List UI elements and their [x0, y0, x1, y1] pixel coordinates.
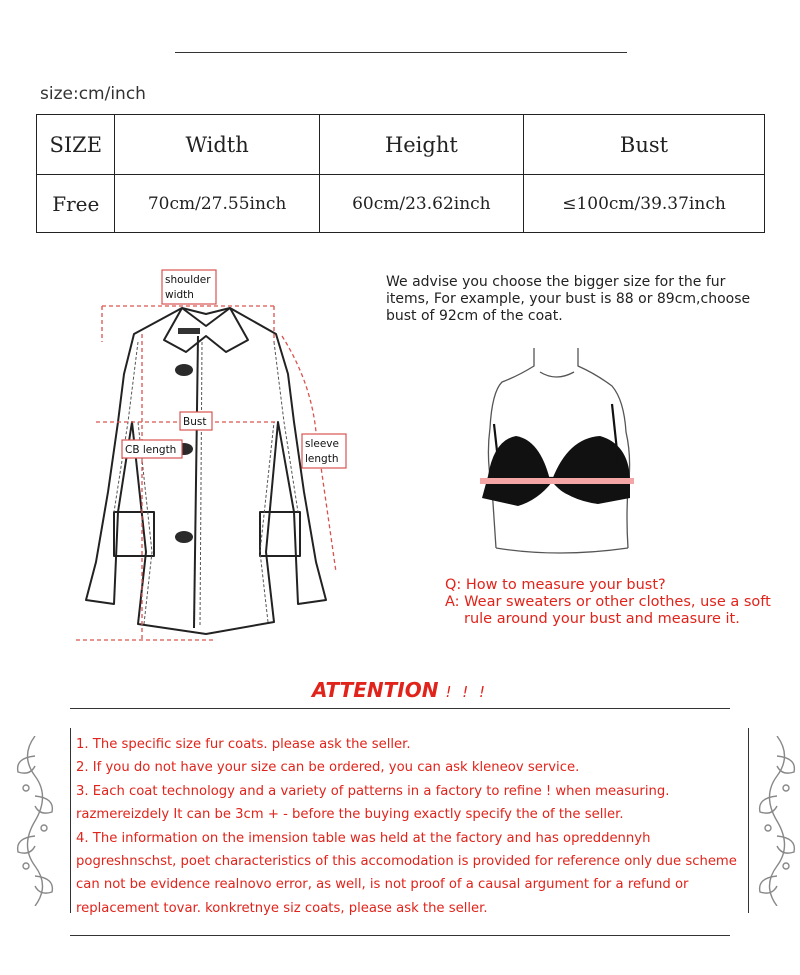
- attention-bangs: ! ! !: [445, 683, 489, 701]
- note-line: replacement tovar. konkretnye siz coats, please ask the seller.: [76, 900, 488, 916]
- cell-width: 70cm/27.55inch: [115, 175, 319, 233]
- notes-list: [76, 733, 746, 920]
- header-bust: Bust: [524, 115, 765, 175]
- measure-answer-line2: rule around your bust and measure it.: [464, 611, 740, 627]
- cell-size-free: Free: [37, 175, 115, 233]
- attention-top-rule: [70, 708, 730, 709]
- note-line: razmereizdely It can be 3cm + - before the buying exactly specify the of the seller.: [76, 807, 624, 823]
- mannequin-bust-illustration: [478, 348, 638, 563]
- top-divider: [175, 52, 627, 53]
- notes-bottom-rule: [70, 935, 730, 936]
- left-ornament-icon: [10, 736, 60, 906]
- cb-length-label: CB length: [125, 444, 177, 456]
- measure-answer-line1: A: Wear sweaters or other clothes, use a soft: [445, 594, 771, 610]
- attention-title: ATTENTION: [311, 678, 439, 702]
- header-height: Height: [319, 115, 523, 175]
- note-line: can not be evidence realnovo error, as well, is not proof of a causal argument for a refund or: [76, 877, 689, 893]
- bust-label: Bust: [183, 416, 207, 428]
- cell-bust: ≤100cm/39.37inch: [524, 175, 765, 233]
- advice-line: We advise you choose the bigger size for the fur: [386, 274, 726, 290]
- size-table: [36, 114, 765, 233]
- header-size: SIZE: [37, 115, 115, 175]
- advice-text: [386, 274, 766, 325]
- note-line: 1. The specific size fur coats. please ask the seller.: [76, 737, 411, 752]
- cell-height: 60cm/23.62inch: [319, 175, 523, 233]
- advice-line: items, For example, your bust is 88 or 89cm,choose: [386, 291, 751, 307]
- sleeve-label-line1: sleeve: [305, 438, 339, 450]
- attention-heading: [0, 678, 800, 702]
- size-table-header-row: [37, 115, 765, 175]
- notes-right-border: [748, 728, 749, 913]
- size-table-row: [37, 175, 765, 233]
- measure-qa: [445, 577, 771, 628]
- right-ornament-icon: [752, 736, 800, 906]
- unit-label: size:cm/inch: [40, 84, 146, 104]
- advice-line: bust of 92cm of the coat.: [386, 308, 563, 324]
- notes-left-border: [70, 728, 71, 913]
- note-line: 2. If you do not have your size can be ordered, you can ask kleneov service.: [76, 760, 580, 776]
- note-line: 3. Each coat technology and a variety of patterns in a factory to refine ! when measuring.: [76, 783, 670, 799]
- header-width: Width: [115, 115, 319, 175]
- sleeve-label-line2: length: [305, 453, 339, 465]
- measure-question: Q: How to measure your bust?: [445, 577, 666, 593]
- coat-measurement-diagram: [36, 262, 376, 662]
- shoulder-label-line2: width: [165, 289, 194, 301]
- shoulder-label-line1: shoulder: [165, 274, 211, 286]
- note-line: 4. The information on the imension table was held at the factory and has opreddennyh: [76, 830, 651, 846]
- note-line: pogreshnschst, poet characteristics of this accomodation is provided for reference only due scheme: [76, 854, 737, 870]
